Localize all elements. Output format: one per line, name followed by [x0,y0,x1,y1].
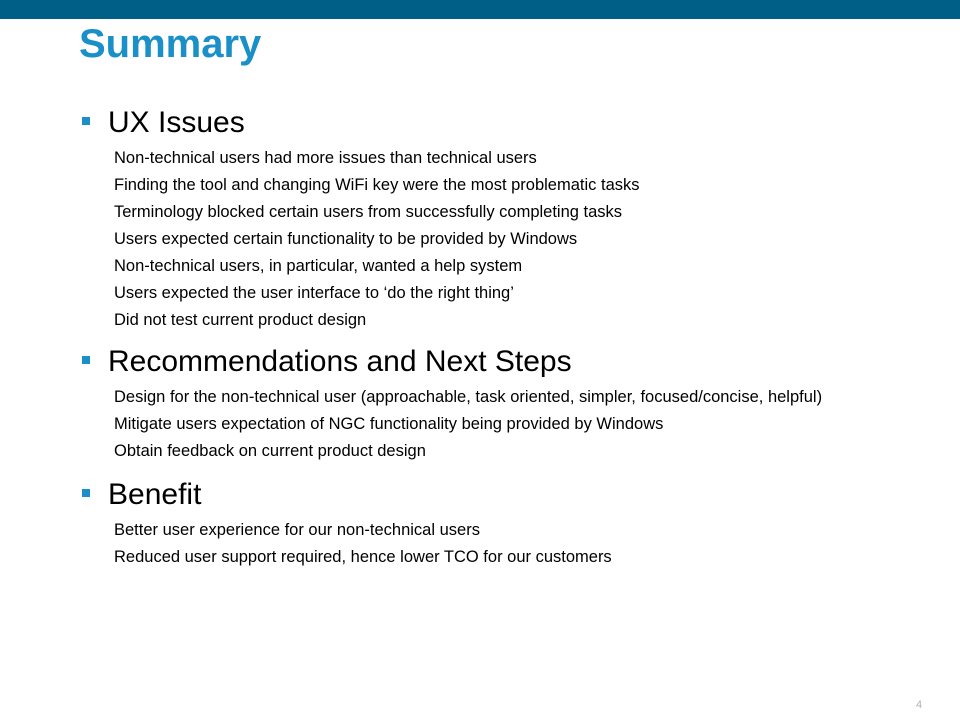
list-item: Terminology blocked certain users from successfully completing tasks [114,203,623,221]
section-header [0,344,960,384]
section-benefit [0,477,960,571]
section-ux-issues [0,105,960,334]
square-bullet-icon [82,489,90,497]
section-header [0,477,960,517]
section-heading: UX Issues [108,106,245,139]
list-item: Users expected the user interface to ‘do the right thing’ [114,284,514,302]
slide-title: Summary [79,22,262,66]
sub-bullet-list [0,145,960,334]
section-recommendations [0,344,960,465]
sub-bullet-list [0,517,960,571]
square-bullet-icon [82,356,90,364]
section-header [0,105,960,145]
list-item: Did not test current product design [114,311,367,329]
section-heading: Recommendations and Next Steps [108,345,572,378]
list-item: Non-technical users, in particular, wanted a help system [114,257,523,275]
sub-bullet-list [0,384,960,465]
top-bar [0,0,960,19]
list-item: Reduced user support required, hence lower TCO for our customers [114,548,612,566]
list-item: Finding the tool and changing WiFi key were the most problematic tasks [114,176,640,194]
list-item: Non-technical users had more issues than technical users [114,149,537,167]
list-item: Better user experience for our non-technical users [114,521,480,539]
list-item: Mitigate users expectation of NGC functionality being provided by Windows [114,415,664,433]
section-heading: Benefit [108,478,202,511]
list-item: Users expected certain functionality to be provided by Windows [114,230,578,248]
list-item: Obtain feedback on current product design [114,442,426,460]
square-bullet-icon [82,117,90,125]
list-item: Design for the non-technical user (approachable, task oriented, simpler, focused/concise, helpful) [114,388,823,406]
page-number: 4 [916,699,923,711]
